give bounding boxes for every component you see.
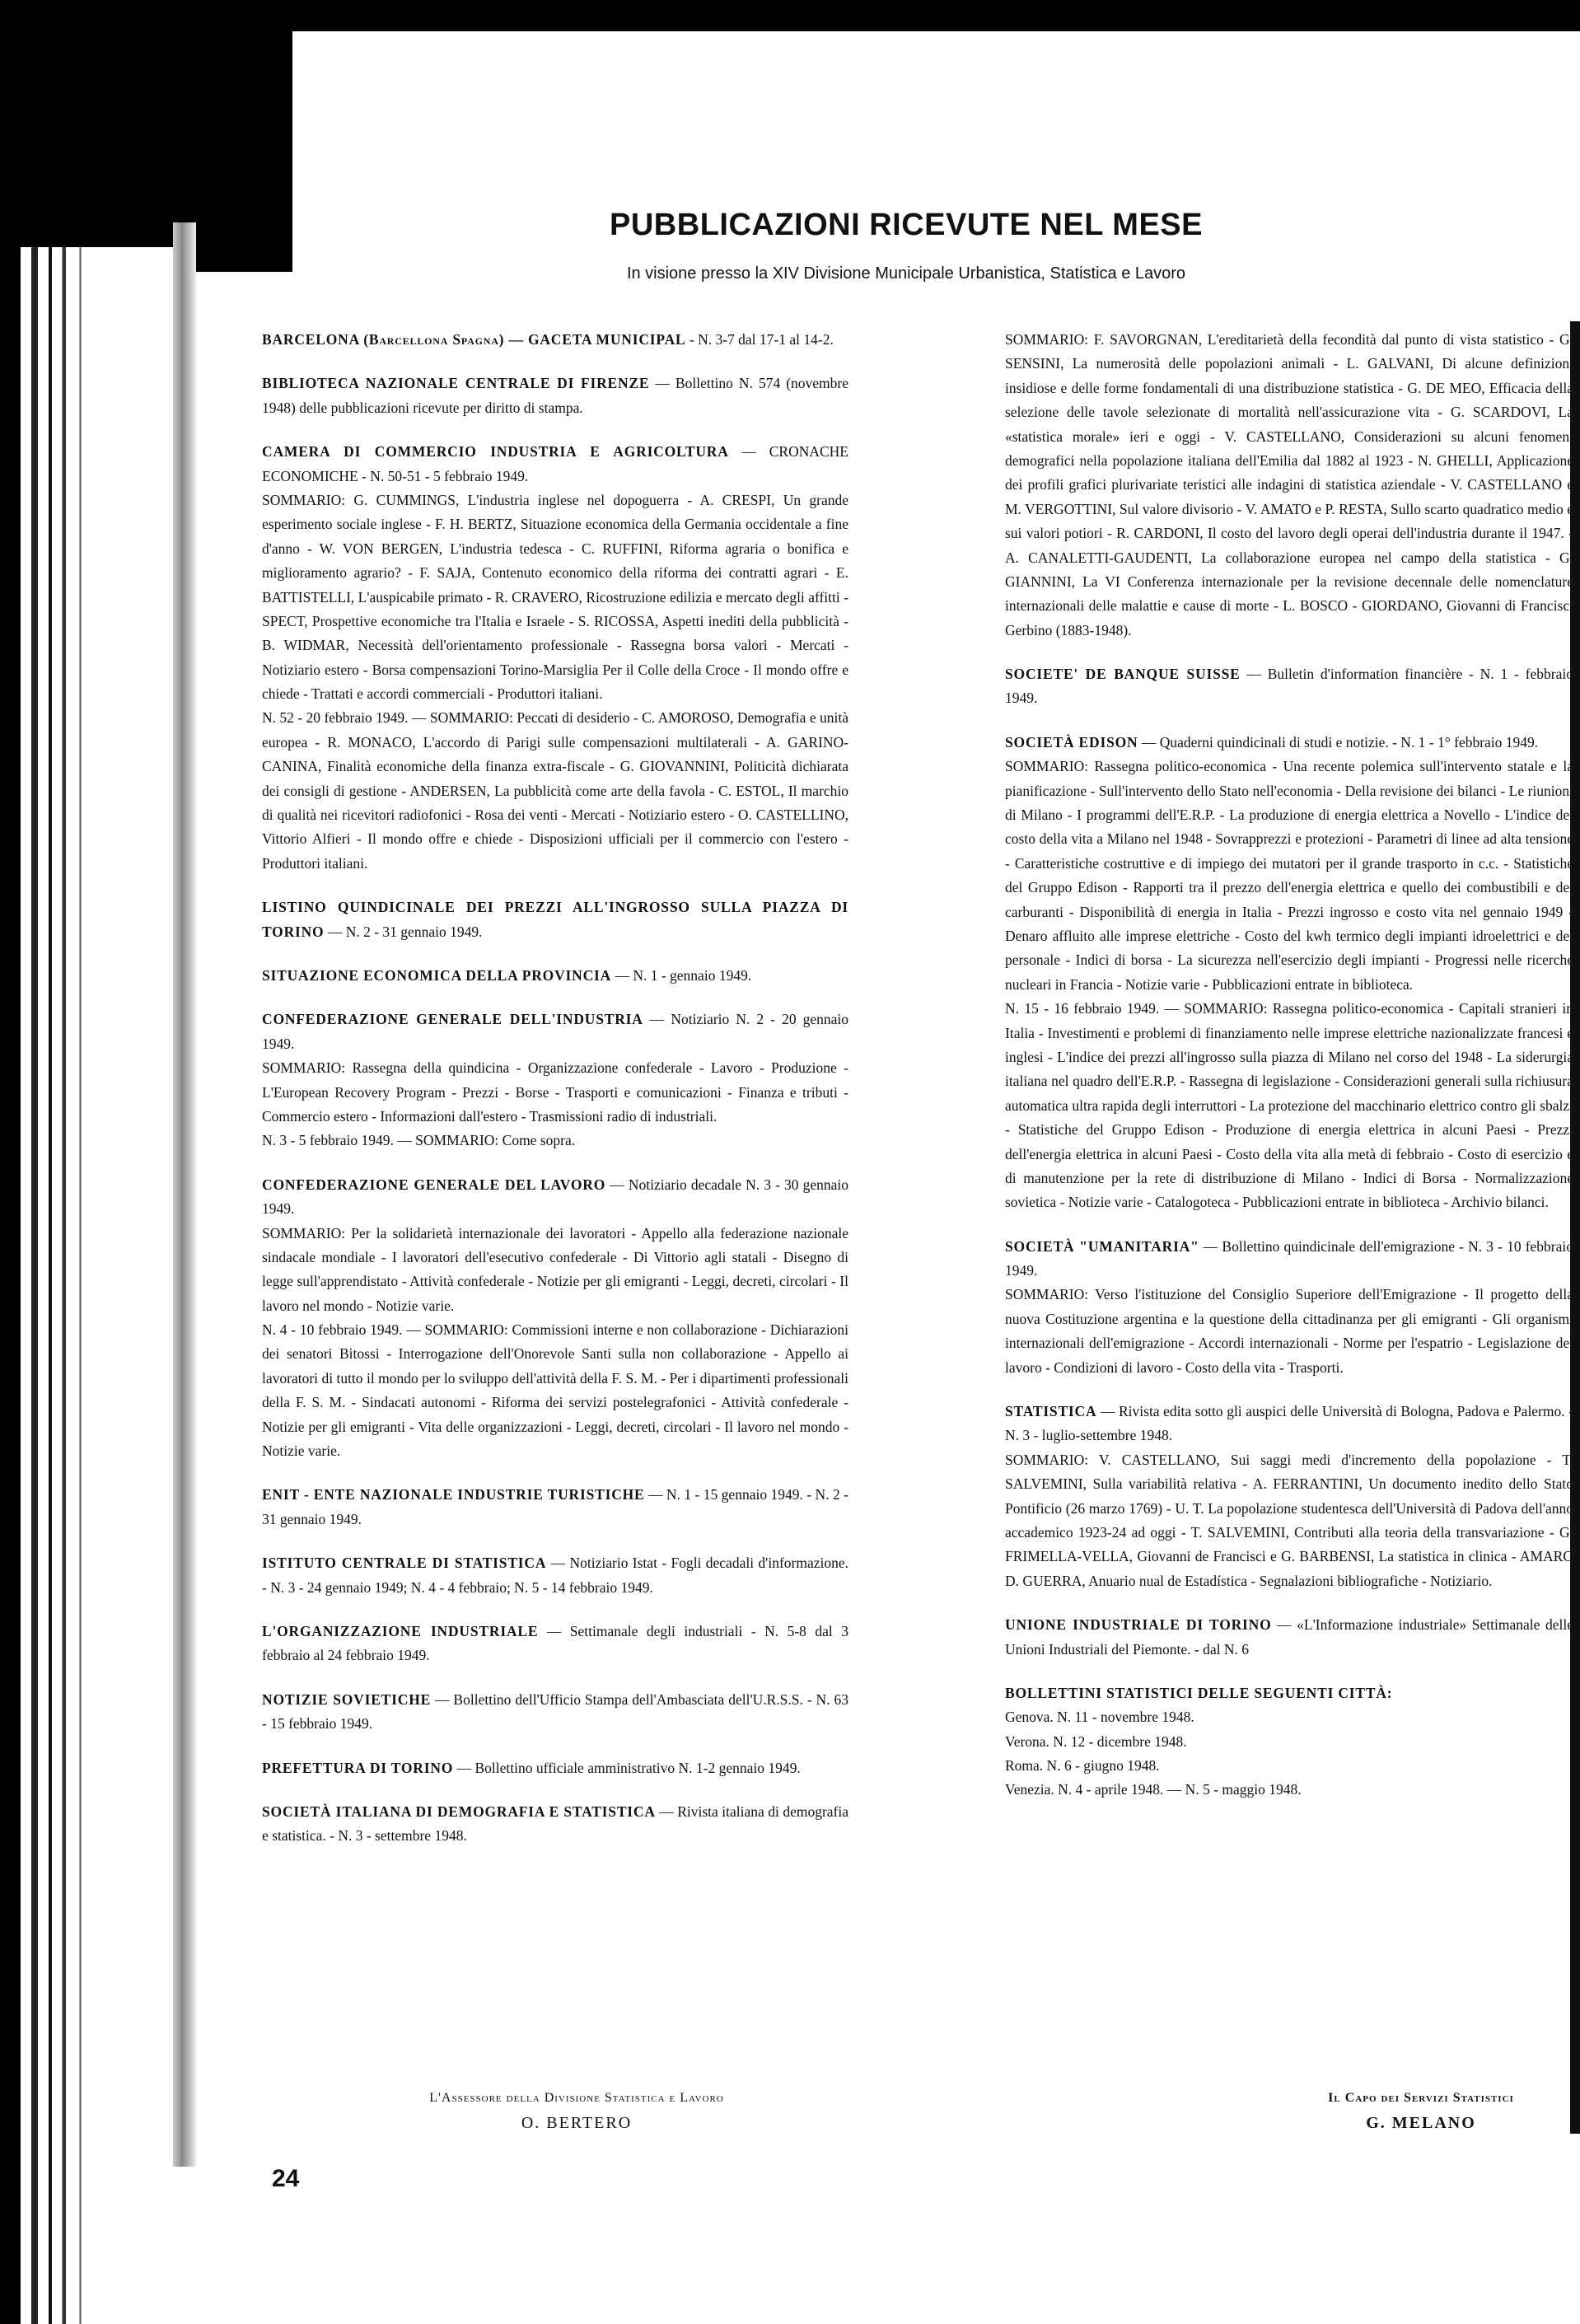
page-header (494, 208, 1318, 283)
publication-entry (262, 1173, 848, 1464)
publication-entry (262, 1483, 848, 1531)
bollettino-item: Verona. N. 12 - dicembre 1948. (1005, 1732, 1187, 1750)
publication-entry (262, 328, 848, 352)
bollettini-heading: BOLLETTINI STATISTICI DELLE SEGUENTI CITTÀ: (1005, 1684, 1393, 1701)
scan-left-edge (0, 247, 173, 2324)
page-number: 24 (272, 2165, 300, 2192)
publication-text: — Bulletin d'information financière - N. 1 - febbraio 1949. (1005, 666, 1573, 707)
capo-servizi-title: Il Capo dei Servizi Statistici (1328, 2091, 1514, 2105)
publication-entry (262, 1008, 848, 1153)
assessore-name: O. BERTERO (521, 2114, 633, 2132)
publication-entry (1005, 1400, 1573, 1593)
publication-line (1005, 662, 1573, 711)
publication-entry (1005, 1235, 1573, 1380)
publication-entry (262, 895, 848, 944)
bollettino-item: Genova. N. 11 - novembre 1948. (1005, 1709, 1194, 1726)
publication-line (262, 328, 848, 352)
publication-line (262, 1800, 848, 1849)
publication-line (1005, 1613, 1573, 1662)
publication-line (1005, 328, 1573, 643)
publication-entry (1005, 1613, 1573, 1662)
right-column-entries (1005, 328, 1573, 1662)
publication-title: PREFETTURA DI TORINO (262, 1759, 454, 1776)
publication-entry (262, 440, 848, 876)
capo-servizi-name: G. MELANO (1366, 2114, 1476, 2132)
publication-text: N. 4 - 10 febbraio 1949. — SOMMARIO: Commissioni interne e non collaborazione - Dichiarazioni dei senatori Bitossi - Interrogazione dell'Onorevole Santi sulla non collaborazione - Appello ai lavoratori di tutto il mondo per lo sviluppo dell'attività della F. S. M. - Per i dipartimenti professionali della F. S. M. - Sindacati autonomi - Riforma dei servizi postelegrafonici - Attività confederale - Notizie per gli emigranti - Vita delle organizzazioni - Leggi, decreti, circolari - Il lavoro nel mondo - Notizie varie. (262, 1321, 848, 1460)
publication-entry (262, 1551, 848, 1600)
assessore-title: L'Assessore della Divisione Statistica e Lavoro (429, 2091, 724, 2105)
page-subtitle: In visione presso la XIV Divisione Municipale Urbanistica, Statistica e Lavoro (626, 264, 1186, 283)
publication-title: BARCELONA (Barcellona Spagna) — GACETA MUNICIPAL (262, 331, 686, 348)
publication-text: SOMMARIO: V. CASTELLANO, Sui saggi medi d'incremento della popolazione - T. SALVEMINI, Sulla variabilità relativa - A. FERRANTINI, Un documento inedito dello Stato Pontificio (26 marzo 1769) - U. T. La popolazione studentesca dell'Università di Padova dell'anno accademico 1923-24 ad oggi - T. SALVEMINI, Contributi alla teoria della transvariazione - G. FRIMELLA-VELLA, Giovanni de Francisci e G. BARBENSI, La statistica in clinica - AMARO D. GUERRA, Anuario nual de Estadística - Segnalazioni bibliografiche - Notiziario. (1005, 1451, 1573, 1589)
publication-summary (262, 706, 848, 876)
publication-entry (262, 1620, 848, 1668)
publication-text: SOMMARIO: Per la solidarietà internazionale dei lavoratori - Appello alla federazione nazionale sindacale mondiale - I lavoratori dell'esecutivo confederale - Di Vittorio agli statali - Disegno di legge sull'apprendistato - Attività confederale - Notizie per gli emigranti - Leggi, decreti, circolari - Il lavoro nel mondo - Notizie varie. (262, 1224, 848, 1314)
publication-entry (1005, 662, 1573, 711)
publication-text: SOMMARIO: F. SAVORGNAN, L'ereditarietà della fecondità dal punto di vista statistico - G. SENSINI, La numerosità delle popolazioni animali - L. GALVANI, Di alcune definizioni insidiose e delle forme fondamentali di una distribuzione statistica - G. DE MEO, Efficacia della selezione delle tavole selezionate di mortalità nell'assicurazione vita - G. SCARDOVI, La «statistica morale» ieri e oggi - V. CASTELLANO, Considerazioni su alcuni fenomeni demografici nella popolazione italiana dell'Emilia dal 1882 al 1923 - N. GHELLI, Applicazione dei profili grafici plurivariate teristici alle indagini di statistica aziendale - V. CASTELLANO e M. VERGOTTINI, Sul valore divisorio - V. AMATO e P. RESTA, Sullo scarto quadratico medio e sui valori potiori - R. CARDONI, Il costo del lavoro degli operai dell'industria durante il 1947. - A. CANALETTI-GAUDENTI, La collaborazione europea nel campo della statistica - G. GIANNINI, La VI Conferenza internazionale per la revisione decennale delle nomenclature internazionali delle malattie e cause di morte - L. BOSCO - GIORDANO, Giovanni di Francisci Gerbino (1883-1948). (1005, 331, 1573, 638)
publication-line (262, 964, 848, 988)
publication-text: — N. 1 - 15 gennaio 1949. - N. 2 - 31 gennaio 1949. (262, 1486, 849, 1527)
right-column (1005, 328, 1573, 1803)
publication-entry (262, 1688, 848, 1737)
publication-text: — Bollettino ufficiale amministrativo N. 1-2 gennaio 1949. (456, 1759, 801, 1776)
publication-title: NOTIZIE SOVIETICHE (262, 1690, 432, 1708)
publication-entry (1005, 731, 1573, 1215)
publication-title: CONFEDERAZIONE GENERALE DEL LAVORO (262, 1176, 606, 1193)
publication-line (1005, 1235, 1573, 1284)
publication-summary (262, 489, 848, 707)
publication-text: — Bollettino N. 574 (novembre 1948) delle pubblicazioni ricevute per diritto di stampa. (262, 375, 849, 416)
publication-summary (262, 1129, 848, 1153)
publication-entry (262, 1800, 848, 1849)
publication-title: L'ORGANIZZAZIONE INDUSTRIALE (262, 1622, 539, 1639)
publication-summary (1005, 997, 1573, 1215)
publication-summary (1005, 1448, 1573, 1593)
publication-line (262, 895, 848, 944)
publication-text: N. 3 - 5 febbraio 1949. — SOMMARIO: Come sopra. (262, 1132, 576, 1149)
publication-entry (1005, 328, 1573, 643)
publication-title: UNIONE INDUSTRIALE DI TORINO (1005, 1616, 1272, 1634)
publication-summary (262, 1318, 848, 1463)
scan-binding-shadow (173, 222, 196, 2167)
publication-title: LISTINO QUINDICINALE DEI PREZZI ALL'INGROSSO SULLA PIAZZA DI TORINO (262, 899, 848, 940)
publication-title: SOCIETÀ "UMANITARIA" (1005, 1237, 1199, 1255)
publication-line (262, 1483, 848, 1531)
publication-text: — Quaderni quindicinali di studi e notizie. - N. 1 - 1° febbraio 1949. (1141, 733, 1539, 751)
publication-line (262, 1620, 848, 1668)
publication-summary (262, 1056, 848, 1129)
publication-text: — Rivista italiana di demografia e statistica. - N. 3 - settembre 1948. (262, 1803, 849, 1845)
publication-title: CONFEDERAZIONE GENERALE DELL'INDUSTRIA (262, 1011, 643, 1028)
publication-text: N. 52 - 20 febbraio 1949. — SOMMARIO: Peccati di desiderio - C. AMOROSO, Demografia e unità europea - R. MONACO, L'accordo di Parigi sulle compensazioni multilaterali - A. GARINO-CANINA, Finalità economiche della finanza extra-fiscale - G. GIOVANNINI, Politicità dichiarata dei consigli di gestione - ANDERSEN, La pubblicità come arte della favola - C. ESTOL, Il marchio di qualità nei ricevitori radiofonici - Rosa dei venti - Mercati - Notiziario estero - O. CASTELLINO, Vittorio Alfieri - Il mondo offre e chiede - Disposizioni ufficiali per il commercio con l'estero - Produttori italiani. (262, 709, 848, 872)
publication-title: STATISTICA (1005, 1403, 1097, 1420)
page-title: PUBBLICAZIONI RICEVUTE NEL MESE (610, 208, 1203, 242)
left-column (262, 328, 848, 1868)
publication-entry (262, 964, 848, 988)
publication-line (262, 1173, 848, 1222)
publication-text: — «L'Informazione industriale» Settimanale delle Unioni Industriali del Piemonte. - dal N. 6 (1005, 1616, 1573, 1658)
publication-summary (262, 1222, 848, 1319)
publication-text: — Settimanale degli industriali - N. 5-8 dal 3 febbraio al 24 febbraio 1949. (262, 1622, 848, 1664)
publication-line (262, 440, 848, 489)
publication-text: SOMMARIO: Rassegna della quindicina - Organizzazione confederale - Lavoro - Produzione - L'European Recovery Program - Prezzi - Borse - Trasporti e comunicazioni - Finanza e tributi - Commercio estero - Informazioni dall'estero - Trasmissioni radio di industriali. (262, 1059, 848, 1125)
publication-entry (262, 372, 848, 420)
publication-entry (262, 1756, 848, 1780)
publication-text: — Bollettino quindicinale dell'emigrazione - N. 3 - 10 febbraio 1949. (1005, 1237, 1573, 1279)
publication-title: ENIT - ENTE NAZIONALE INDUSTRIE TURISTICHE (262, 1486, 645, 1503)
publication-title: SOCIETÀ ITALIANA DI DEMOGRAFIA E STATISTICA (262, 1803, 656, 1820)
publication-line (262, 1756, 848, 1780)
bollettino-item: Roma. N. 6 - giugno 1948. (1005, 1757, 1160, 1775)
signature-capo-servizi (1269, 2091, 1573, 2133)
publication-line (1005, 1400, 1573, 1448)
publication-title: CAMERA DI COMMERCIO INDUSTRIA E AGRICOLTURA (262, 443, 729, 461)
publication-text: — Notiziario Istat - Fogli decadali d'informazione. - N. 3 - 24 gennaio 1949; N. 4 - 4 febbraio; N. 5 - 14 febbraio 1949. (262, 1555, 848, 1596)
publication-summary (1005, 755, 1573, 997)
publication-line (262, 1551, 848, 1600)
publication-text: N. 15 - 16 febbraio 1949. — SOMMARIO: Rassegna politico-economica - Capitali stranieri in Italia - Investimenti e problemi di finanziamento nelle imprese elettriche nazionalizzate francesi e inglesi - L'indice dei prezzi all'ingrosso sulla piazza di Milano nel corso del 1948 - La siderurgia italiana nel quadro dell'E.R.P. - Rassegna di legislazione - Considerazioni generali sulla richiusura automatica ultra rapida degli interruttori - La protezione del macchinario elettrico contro gli sbalzi - Statistiche del Gruppo Edison - Produzione di energia elettrica in alcuni Paesi - Prezzi dell'energia elettrica in alcuni Paesi - Costo della vita alla metà di febbraio - Costo di esercizio e di manutenzione per la rete di distribuzione di Milano - Indici di Borsa - Normalizzazione sovietica - Notizie varie - Catalogoteca - Pubblicazioni entrate in biblioteca - Archivio bilanci. (1005, 1000, 1573, 1211)
publication-text: — Rivista edita sotto gli auspici delle Università di Bologna, Padova e Palermo. - N. 3 - luglio-settembre 1948. (1005, 1403, 1573, 1444)
publication-line (262, 1008, 848, 1056)
publication-text: — CRONACHE ECONOMICHE - N. 50-51 - 5 febbraio 1949. (262, 443, 848, 484)
scan-corner-shadow (0, 0, 292, 272)
publication-title: ISTITUTO CENTRALE DI STATISTICA (262, 1555, 547, 1572)
bollettino-item: Venezia. N. 4 - aprile 1948. — N. 5 - maggio 1948. (1005, 1781, 1302, 1798)
publication-text: — Notiziario N. 2 - 20 gennaio 1949. (262, 1011, 849, 1052)
publication-line (1005, 731, 1573, 755)
publication-text: — Bollettino dell'Ufficio Stampa dell'Ambasciata dell'U.R.S.S. - N. 63 - 15 febbraio 1949. (262, 1690, 848, 1732)
publication-title: SITUAZIONE ECONOMICA DELLA PROVINCIA (262, 966, 612, 984)
publication-text: — N. 1 - gennaio 1949. (615, 966, 752, 984)
publication-title: BIBLIOTECA NAZIONALE CENTRALE DI FIRENZE (262, 375, 650, 392)
publication-text: SOMMARIO: G. CUMMINGS, L'industria inglese nel dopoguerra - A. CRESPI, Un grande esperimento sociale inglese - F. H. BERTZ, Situazione economica della Germania occidentale a fine d'anno - W. VON BERGEN, L'industria tedesca - C. RUFFINI, Riforma agraria o bonifica e miglioramento agrario? - F. SAJA, Contenuto economico della riforma dei contratti agrari - E. BATTISTELLI, L'auspicabile primato - R. CRAVERO, Ricostruzione edilizia e mercato degli affitti - SPECT, Prospettive economiche tra l'Italia e Israele - S. RICOSSA, Aspetti inediti della pubblicità - B. WIDMAR, Necessità dell'orientamento professionale - Rassegna borsa valori - Mercati - Notiziario estero - Borsa compensazioni Torino-Marsiglia Per il Colle della Croce - Il mondo offre e chiede - Trattati e accordi commerciali - Produttori italiani. (262, 491, 848, 703)
publication-line (262, 372, 848, 420)
signature-assessore (346, 2091, 807, 2133)
publication-text: — Notiziario decadale N. 3 - 30 gennaio 1949. (262, 1176, 849, 1218)
publication-title: SOCIETÀ EDISON (1005, 733, 1138, 751)
publication-text: — N. 2 - 31 gennaio 1949. (327, 923, 483, 940)
publication-line (262, 1688, 848, 1737)
publication-title: SOCIETE' DE BANQUE SUISSE (1005, 666, 1241, 683)
publication-summary (1005, 1283, 1573, 1380)
publication-text: SOMMARIO: Verso l'istituzione del Consiglio Superiore dell'Emigrazione - Il progetto della nuova Costituzione argentina e la questione della cittadinanza per gli emigranti - Gli organismi internazionali dell'emigrazione - Accordi internazionali - Norme per l'espatrio - Legislazione del lavoro - Condizioni di lavoro - Costo della vita - Trasporti. (1005, 1286, 1573, 1376)
publication-text: - N. 3-7 dal 17-1 al 14-2. (689, 331, 834, 348)
bollettini-list (1005, 1681, 1573, 1803)
publication-text: SOMMARIO: Rassegna politico-economica - Una recente polemica sull'intervento statale e la pianificazione - Sull'intervento dello Stato nell'economia - Della revisione dei bilanci - Le riunioni di Milano - I programmi dell'E.R.P. - La produzione di energia elettrica a Novello - L'indice del costo della vita a Milano nel 1948 - Sovrapprezzi e protezioni - Parametri di linee ad alta tensione - Caratteristiche costruttive e di impiego dei mutatori per il grande trasporto in c.c. - Statistiche del Gruppo Edison - Rapporti tra il prezzo dell'energia elettrica e quello dei combustibili e dei carburanti - Disponibilità di energia in Italia - Prezzi ingrosso e costo vita nel gennaio 1949 - Denaro affluito alle imprese elettriche - Costo del kwh termico degli impianti idroelettrici e del personale - Indici di borsa - La sicurezza nell'esercizio degli impianti - Progressi nelle ricerche nucleari in Francia - Notizie varie - Pubblicazioni entrate in biblioteca. (1005, 758, 1573, 993)
